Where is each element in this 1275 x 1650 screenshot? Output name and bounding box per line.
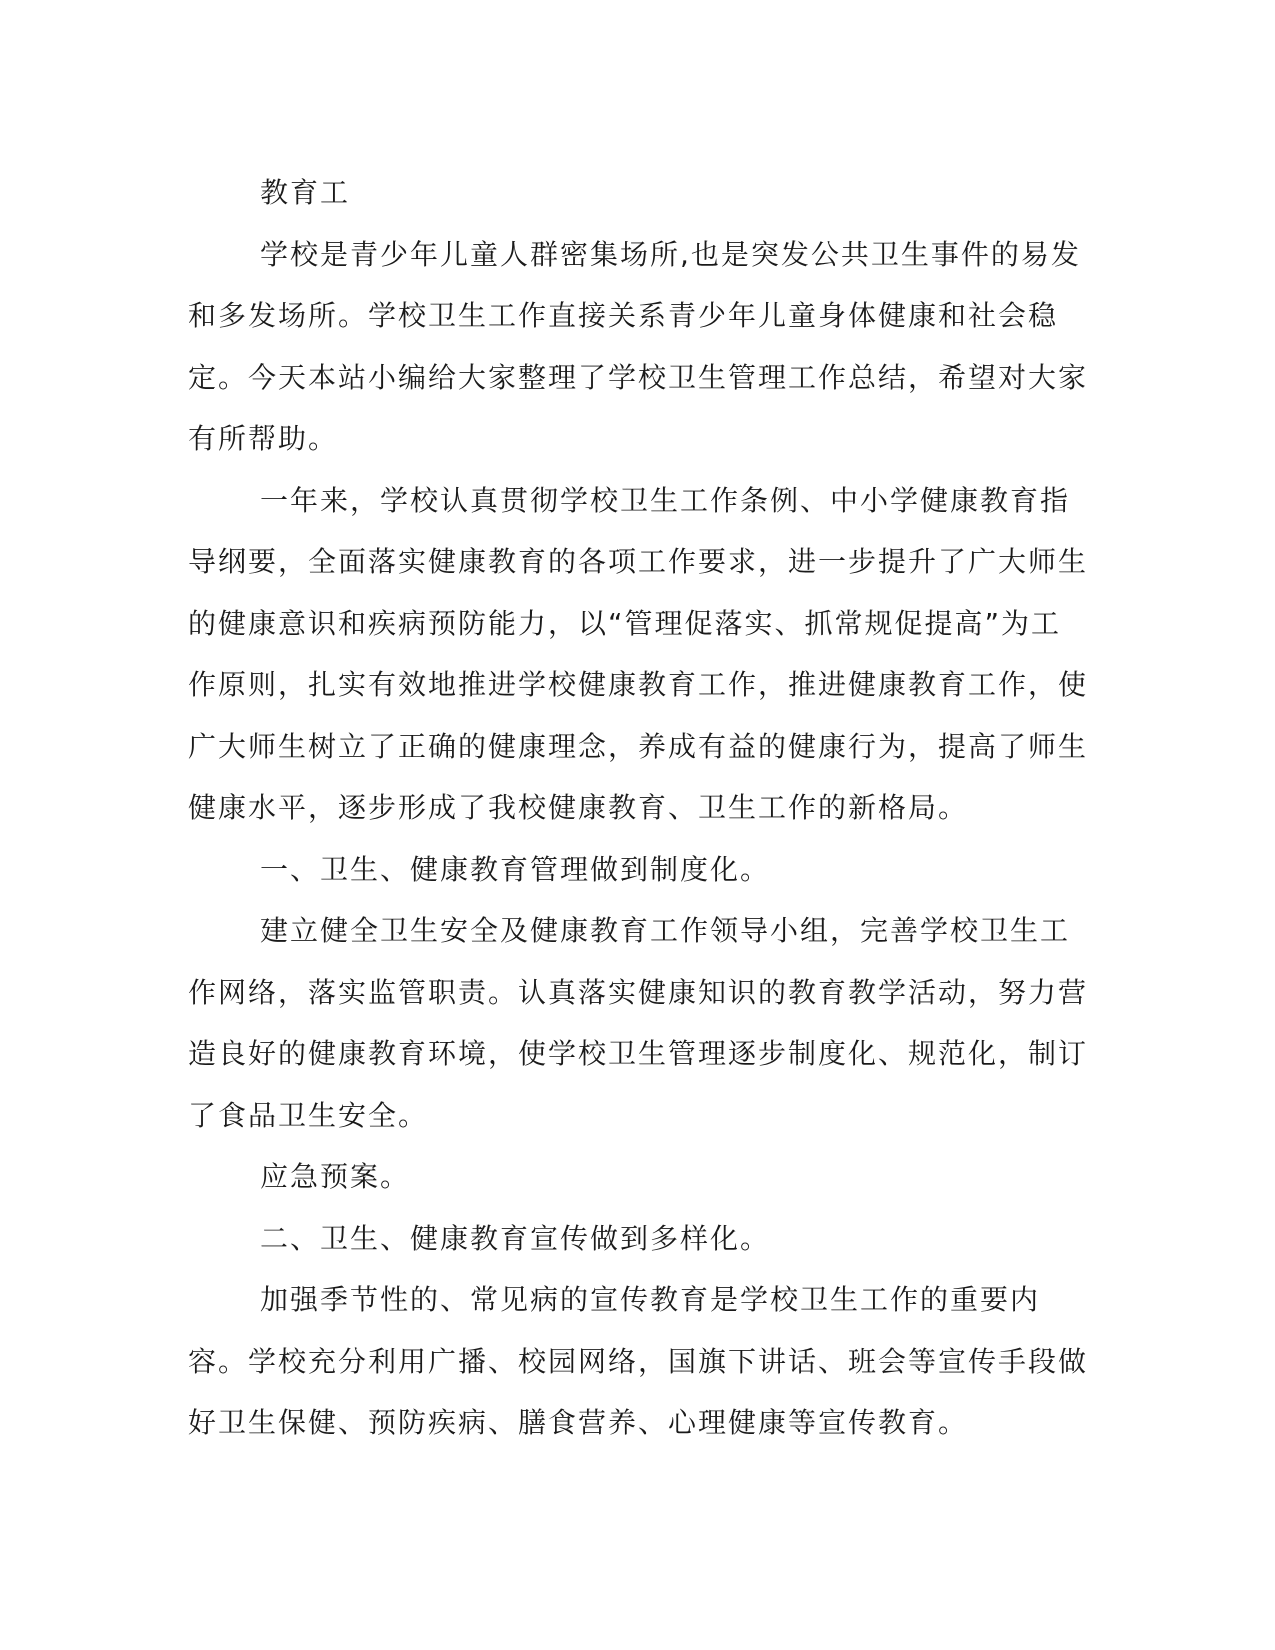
section-heading-2: 二、卫生、健康教育宣传做到多样化。: [260, 1221, 771, 1255]
paragraph-emergency-plan: 应急预案。: [260, 1160, 411, 1193]
document-body: [188, 162, 1088, 1454]
paragraph-section-1: 建立健全卫生安全及健康教育工作领导小组，完善学校卫生工作网络，落实监管职责。认真落实健康知识的教育教学活动，努力营造良好的健康教育环境，使学校卫生管理逐步制度化、规范化，制订了食品卫生安全。: [188, 914, 1089, 1132]
paragraph-section-2: 加强季节性的、常见病的宣传教育是学校卫生工作的重要内容。学校充分利用广播、校园网络，国旗下讲话、班会等宣传手段做好卫生保健、预防疾病、膳食营养、心理健康等宣传教育。: [188, 1283, 1089, 1439]
paragraph-heading-fragment: 教育工: [260, 176, 351, 209]
section-heading-1: 一、卫生、健康教育管理做到制度化。: [260, 852, 771, 886]
paragraph-overview: 一年来，学校认真贯彻学校卫生工作条例、中小学健康教育指导纲要，全面落实健康教育的各项工作要求，进一步提升了广大师生的健康意识和疾病预防能力，以“管理促落实、抓常规促提高”为工作原则，扎实有效地推进学校健康教育工作，推进健康教育工作，使广大师生树立了正确的健康理念，养成有益的健康行为，提高了师生健康水平，逐步形成了我校健康教育、卫生工作的新格局。: [188, 483, 1089, 824]
paragraph-intro: 学校是青少年儿童人群密集场所,也是突发公共卫生事件的易发和多发场所。学校卫生工作直接关系青少年儿童身体健康和社会稳定。今天本站小编给大家整理了学校卫生管理工作总结，希望对大家有所帮助。: [188, 237, 1089, 455]
